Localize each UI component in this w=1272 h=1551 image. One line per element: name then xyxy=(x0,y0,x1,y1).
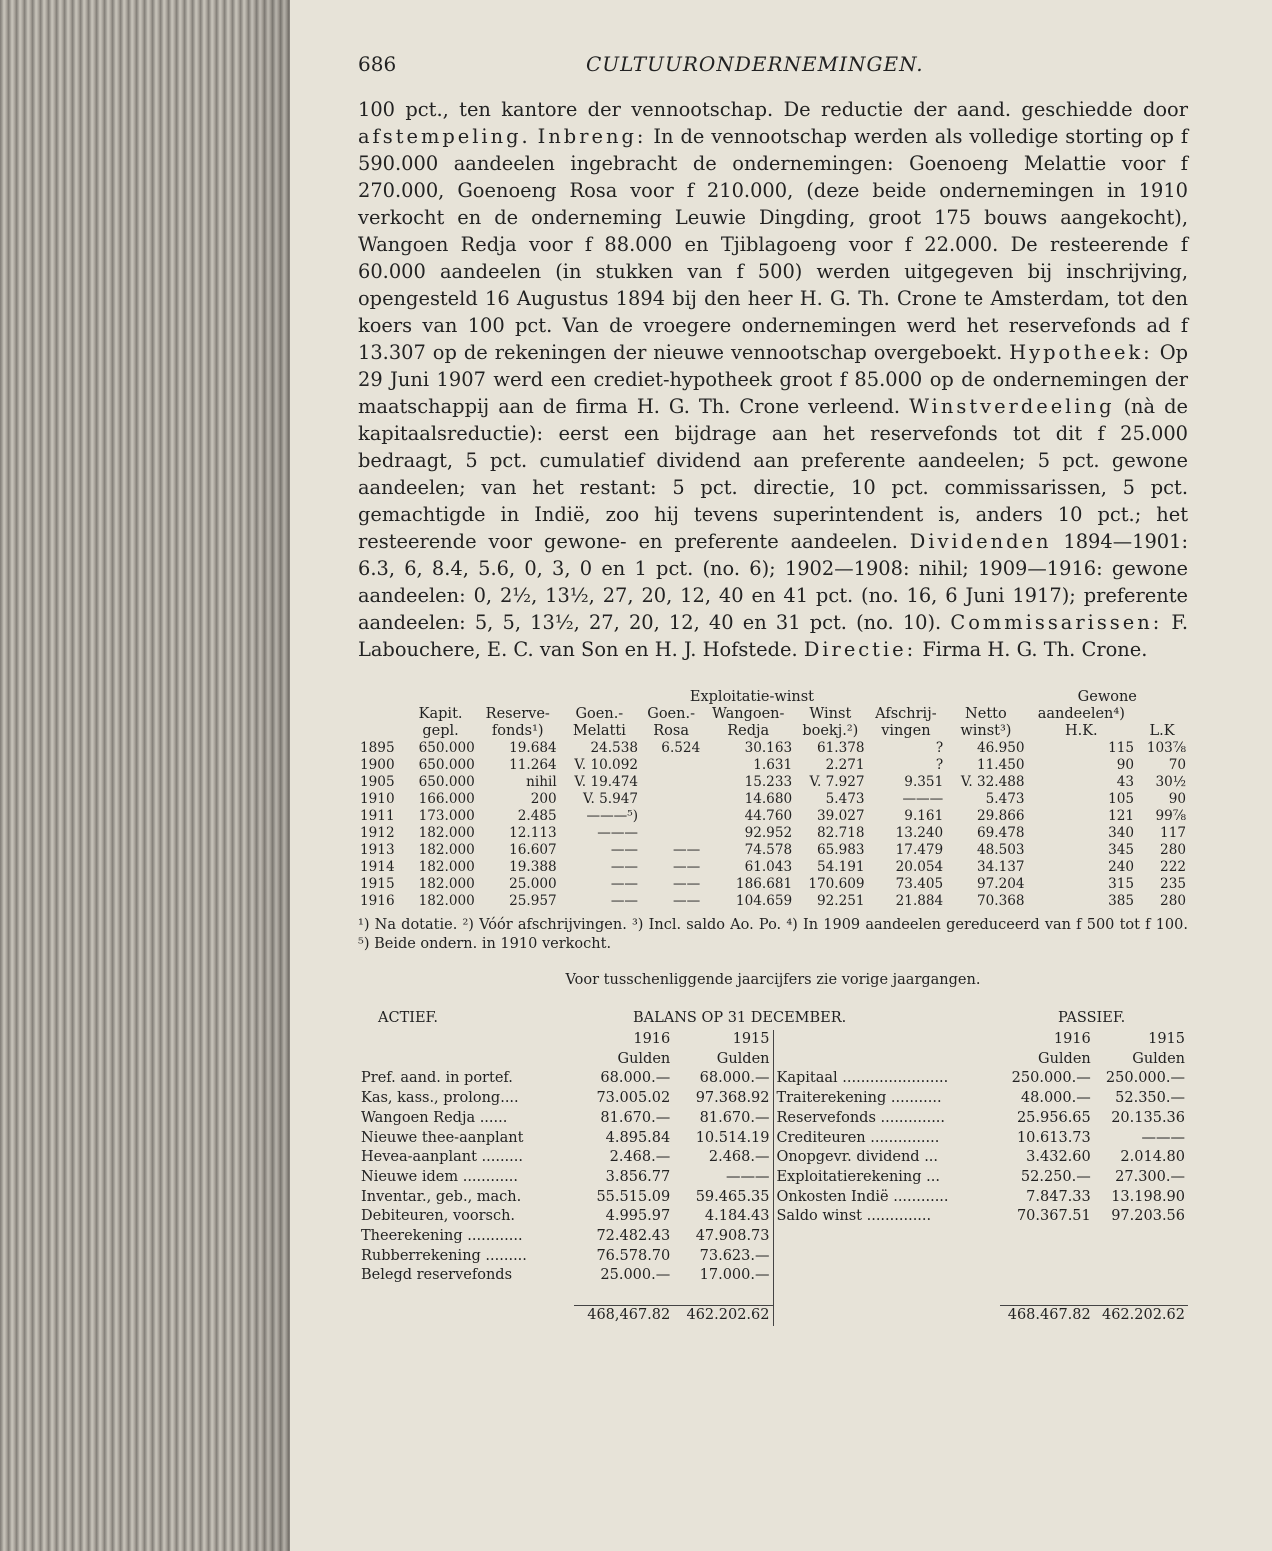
table-cell: 650.000 xyxy=(418,757,475,773)
actief-cell: Kas, kass., prolong.... xyxy=(361,1090,519,1107)
table-cell: 280 xyxy=(1160,842,1186,858)
actief-cell: 25.000.— xyxy=(600,1267,671,1284)
passief-cell: 27.300.— xyxy=(1115,1168,1185,1185)
table-cell: 1912 xyxy=(360,825,395,841)
table-cell: 54.191 xyxy=(816,859,865,875)
stats-header-row-2 xyxy=(358,723,1188,740)
stats-group-header xyxy=(358,689,1188,706)
actief-cell: 72.482.43 xyxy=(596,1228,671,1245)
page-content xyxy=(358,52,1188,1326)
actief-cell: 2.468.— xyxy=(708,1149,770,1166)
table-cell: 11.264 xyxy=(509,757,557,773)
passief-cell: 250.000.— xyxy=(1011,1070,1091,1087)
spacer-cell xyxy=(774,1227,1000,1247)
stats-header-cell: gepl. xyxy=(422,723,459,739)
actief-cell: Nieuwe idem ............ xyxy=(361,1168,519,1185)
table-cell: ? xyxy=(935,757,944,773)
passief-cell: 48.000.— xyxy=(1020,1090,1091,1107)
table-cell: 170.609 xyxy=(808,876,865,892)
passief-row xyxy=(774,1207,1189,1227)
table-cell: 1900 xyxy=(360,757,395,773)
table-cell: 2.271 xyxy=(825,757,865,773)
table-cell: 182.000 xyxy=(418,825,475,841)
table-cell: 9.161 xyxy=(904,808,944,824)
spacer-cell xyxy=(774,1247,1000,1267)
table-cell: 1914 xyxy=(360,859,395,875)
table-cell: 25.957 xyxy=(509,893,557,909)
balance-actief xyxy=(358,1030,774,1326)
passief-year-1916: 1916 xyxy=(1053,1031,1091,1047)
table-cell: 6.524 xyxy=(661,740,701,756)
table-cell: 182.000 xyxy=(418,876,475,892)
actief-cell: 3.856.77 xyxy=(605,1168,671,1185)
stats-header-cell xyxy=(358,723,404,740)
actief-cell: 4.184.43 xyxy=(704,1208,770,1225)
passief-gap-row xyxy=(774,1286,1189,1306)
passief-row xyxy=(774,1188,1189,1208)
table-cell: 340 xyxy=(1108,825,1135,841)
table-cell: —— xyxy=(610,859,639,875)
actief-cell: 68.000.— xyxy=(600,1070,671,1087)
actief-total-1915: 462.202.62 xyxy=(673,1306,772,1326)
passief-cell: Kapitaal ....................... xyxy=(776,1070,949,1087)
spacer-cell xyxy=(774,1266,1000,1286)
actief-unit-row xyxy=(358,1050,773,1070)
stats-header-cell: aandeelen⁴) xyxy=(1037,706,1125,722)
actief-cell: 76.578.70 xyxy=(596,1247,671,1264)
passief-row xyxy=(774,1109,1189,1129)
passief-row xyxy=(774,1148,1189,1168)
stats-header-cell: Melatti xyxy=(572,723,626,739)
table-cell: 69.478 xyxy=(976,825,1025,841)
passief-row xyxy=(774,1129,1189,1149)
table-cell: —— xyxy=(610,842,639,858)
spacer-cell xyxy=(774,1286,1000,1306)
table-cell xyxy=(640,757,702,774)
actief-row xyxy=(358,1207,773,1227)
table-cell: 43 xyxy=(1116,774,1135,790)
passief-cell: 13.198.90 xyxy=(1111,1188,1185,1205)
table-cell: 5.473 xyxy=(825,791,865,807)
passief-cell: Saldo winst .............. xyxy=(776,1208,932,1225)
table-cell: 90 xyxy=(1168,791,1186,807)
actief-row xyxy=(358,1227,773,1247)
table-cell: 11.450 xyxy=(976,757,1025,773)
table-cell: 280 xyxy=(1160,893,1186,909)
text-dividenden: 1894—1901: 6.3, 6, 8.4, 5.6, 0, 3, 0 en 1 pct. (no. 6); 1902—1908: nihil; 1909—1916: gewone aandeelen: 0, 2½, 13½, 27, 20, 12, 40 en 41 pct. (no. 16, 6 Juni 1917); preferente aandeelen: 5, 5, 13½, 27, 20, 12, 40 en 31 pct. (no. 10). xyxy=(358,530,1188,634)
table-cell: 1895 xyxy=(360,740,395,756)
table-cell: 20.054 xyxy=(895,859,944,875)
stats-header-cell: H.K. xyxy=(1064,723,1098,739)
balance-title: BALANS OP 31 DECEMBER. xyxy=(633,1010,847,1026)
table-cell: ——— xyxy=(597,825,639,841)
actief-cell: Debiteuren, voorsch. xyxy=(361,1208,516,1225)
actief-row xyxy=(358,1247,773,1267)
table-cell: 34.137 xyxy=(976,859,1025,875)
actief-year-1916: 1916 xyxy=(633,1031,671,1047)
stats-header-cell: fonds¹) xyxy=(491,723,544,739)
table-cell: 182.000 xyxy=(418,893,475,909)
table-cell: 13.240 xyxy=(895,825,944,841)
text-commissarissen: F. Labouchere, E. C. van Son en H. J. Hofstede. xyxy=(358,611,1189,661)
heading-inbreng: Inbreng: xyxy=(537,125,647,148)
table-row xyxy=(358,791,1188,808)
table-cell: —— xyxy=(610,876,639,892)
table-cell: 14.680 xyxy=(744,791,793,807)
passief-cell: 7.847.33 xyxy=(1026,1188,1091,1205)
table-cell: 166.000 xyxy=(418,791,475,807)
table-cell: 44.760 xyxy=(744,808,793,824)
passief-cell: Traiterekening ........... xyxy=(776,1090,942,1107)
table-cell: 315 xyxy=(1108,876,1135,892)
stats-header-cell: Redja xyxy=(727,723,770,739)
table-cell: 235 xyxy=(1160,876,1186,892)
page-number: 686 xyxy=(358,52,397,76)
table-cell: 19.684 xyxy=(509,740,557,756)
table-cell: 70.368 xyxy=(976,893,1025,909)
table-row xyxy=(358,757,1188,774)
actief-row xyxy=(358,1069,773,1089)
table-cell: 90 xyxy=(1116,757,1135,773)
group-header-exploitatie: Exploitatie-winst xyxy=(689,689,815,705)
heading-dividenden: Dividenden xyxy=(909,530,1052,553)
balance-sheet xyxy=(358,1010,1188,1326)
actief-total-row xyxy=(358,1306,773,1326)
running-header xyxy=(358,52,1188,92)
actief-cell: Rubberrekening ......... xyxy=(361,1247,527,1264)
table-row xyxy=(358,774,1188,791)
table-cell: 48.503 xyxy=(976,842,1025,858)
table-cell: 99⅞ xyxy=(1155,808,1186,824)
table-cell: ? xyxy=(935,740,944,756)
actief-year-row xyxy=(358,1030,773,1050)
actief-row xyxy=(358,1188,773,1208)
stats-header-cell: Goen.- xyxy=(647,706,695,722)
passief-cell: 3.432.60 xyxy=(1026,1149,1091,1166)
stats-header-row-1 xyxy=(358,706,1188,723)
actief-cell: 68.000.— xyxy=(699,1070,770,1087)
actief-cell: Inventar., geb., mach. xyxy=(361,1188,522,1205)
actief-row xyxy=(358,1266,773,1286)
passief-cell: 97.203.56 xyxy=(1111,1208,1185,1225)
table-cell: 12.113 xyxy=(509,825,557,841)
passief-cell: 10.613.73 xyxy=(1016,1129,1091,1146)
passief-cell: 70.367.51 xyxy=(1016,1208,1091,1225)
stats-note: Voor tusschenliggende jaarcijfers zie vorige jaargangen. xyxy=(565,972,981,988)
text-hypotheek: Op 29 Juni 1907 werd een crediet-hypotheek groot f 85.000 op de ondernemingen der maatschappij aan de firma H. G. Th. Crone verleend. xyxy=(358,341,1188,418)
table-cell: —— xyxy=(673,893,701,909)
table-cell: V. 7.927 xyxy=(809,774,865,790)
table-cell: 30½ xyxy=(1155,774,1186,790)
stats-header-cell xyxy=(1136,706,1188,723)
stats-header-cell: Goen.- xyxy=(575,706,624,722)
book-page-edges xyxy=(0,0,300,1551)
text-directie: Firma H. G. Th. Crone. xyxy=(922,638,1148,661)
table-cell xyxy=(640,774,702,791)
table-cell: 39.027 xyxy=(816,808,865,824)
passief-cell: Onopgevr. dividend ... xyxy=(776,1149,939,1166)
actief-cell: Hevea-aanplant ......... xyxy=(361,1149,523,1166)
actief-cell: 47.908.73 xyxy=(695,1228,770,1245)
table-cell: 1913 xyxy=(360,842,395,858)
table-cell xyxy=(640,808,702,825)
actief-unit-2: Gulden xyxy=(716,1050,770,1067)
passief-spacer-row xyxy=(774,1266,1189,1286)
passief-spacer-row xyxy=(774,1247,1189,1267)
table-cell: 1915 xyxy=(360,876,395,892)
table-cell: 73.405 xyxy=(895,876,944,892)
table-cell: 1905 xyxy=(360,774,395,790)
heading-afstempeling: afstempeling. xyxy=(358,125,531,148)
table-cell: 82.718 xyxy=(816,825,865,841)
passief-cell: 52.350.— xyxy=(1115,1090,1185,1107)
total-label xyxy=(358,1306,574,1326)
stats-header-cell: Afschrij- xyxy=(875,706,937,722)
actief-cell: Nieuwe thee-aanplant xyxy=(361,1129,524,1146)
actief-cell: 81.670.— xyxy=(600,1109,671,1126)
passief-cell: Onkosten Indië ............ xyxy=(776,1188,949,1205)
table-cell: 92.952 xyxy=(744,825,793,841)
passief-rows xyxy=(774,1030,1189,1326)
balance-passief-title: PASSIEF. xyxy=(1058,1010,1126,1026)
actief-row xyxy=(358,1148,773,1168)
stats-header-cell: Kapit. xyxy=(418,706,463,722)
table-cell: 25.000 xyxy=(509,876,557,892)
table-row xyxy=(358,825,1188,842)
table-cell: 121 xyxy=(1108,808,1135,824)
actief-row xyxy=(358,1089,773,1109)
stats-header-cell: winst³) xyxy=(960,723,1012,739)
actief-row xyxy=(358,1109,773,1129)
stats-header-cell: Netto xyxy=(965,706,1007,722)
table-cell: 650.000 xyxy=(418,774,475,790)
table-cell: 105 xyxy=(1108,791,1135,807)
company-description xyxy=(358,96,1188,663)
passief-total-1915: 462.202.62 xyxy=(1094,1306,1188,1326)
actief-cell: 97.368.92 xyxy=(695,1090,770,1107)
passief-year-1915: 1915 xyxy=(1148,1031,1185,1047)
table-cell: 17.479 xyxy=(895,842,944,858)
table-cell: —— xyxy=(673,876,701,892)
heading-winstverdeeling: Winstverdeeling xyxy=(909,395,1115,418)
passief-cell: 20.135.36 xyxy=(1111,1109,1185,1126)
table-cell: 1911 xyxy=(360,808,395,824)
balance-actief-title: ACTIEF. xyxy=(378,1010,438,1026)
balance-passief xyxy=(774,1030,1189,1326)
table-cell: 15.233 xyxy=(744,774,793,790)
passief-cell: Exploitatierekening ... xyxy=(776,1168,940,1185)
actief-cell: Theerekening ............ xyxy=(361,1228,523,1245)
text-inbreng: In de vennootschap werden als volledige storting op f 590.000 aandeelen ingebracht de ondernemingen: Goenoeng Melattie voor f 270.000, Goenoeng Rosa voor f 210.000, (deze beide ondernemingen in 1910 verkocht en de onderneming Leuwie Dingding, groot 175 bouws aangekocht), Wangoen Redja voor f 88.000 en Tjiblagoeng voor f 22.000. De resteerende f 60.000 aandeelen (in stukken van f 500) werden uitgegeven bij inschrijving, opengesteld 16 Augustus 1894 bij den heer H. G. Th. Crone te Amsterdam, tot den koers van 100 pct. Van de vroegere ondernemingen werd het reservefonds ad f 13.307 op de rekeningen der nieuwe vennootschap overgeboekt. xyxy=(358,125,1189,364)
table-cell: 30.163 xyxy=(744,740,793,756)
table-cell: 200 xyxy=(530,791,557,807)
table-row xyxy=(358,740,1188,757)
actief-rows xyxy=(358,1030,773,1326)
passief-total-row xyxy=(774,1306,1189,1326)
table-cell: 117 xyxy=(1160,825,1186,841)
book-page xyxy=(290,0,1272,1551)
table-cell: V. 5.947 xyxy=(583,791,639,807)
table-cell: V. 10.092 xyxy=(574,757,639,773)
table-row xyxy=(358,859,1188,876)
table-cell: 19.388 xyxy=(509,859,557,875)
table-cell: ———⁵) xyxy=(586,808,639,824)
actief-total-1916: 468,467.82 xyxy=(574,1306,673,1326)
table-cell: 104.659 xyxy=(735,893,793,909)
table-cell: 115 xyxy=(1108,740,1135,756)
balance-header xyxy=(358,1010,1188,1030)
page-title: CULTUURONDERNEMINGEN. xyxy=(586,52,924,76)
table-cell: 29.866 xyxy=(976,808,1025,824)
table-cell: 61.043 xyxy=(744,859,793,875)
table-cell: 74.578 xyxy=(744,842,793,858)
group-header-gewone: Gewone xyxy=(1077,689,1137,705)
passief-cell: ——— xyxy=(1141,1129,1185,1146)
spacer-cell xyxy=(358,1286,574,1306)
table-cell: 1916 xyxy=(360,893,395,909)
stats-header-cell xyxy=(358,706,404,723)
passief-cell: 25.956.65 xyxy=(1016,1109,1091,1126)
balance-grid xyxy=(358,1030,1188,1326)
stats-header-cell: vingen xyxy=(881,723,931,739)
table-row xyxy=(358,876,1188,893)
stats-header-cell: L.K xyxy=(1149,723,1175,739)
actief-cell: 17.000.— xyxy=(699,1267,770,1284)
heading-commissarissen: Commissarissen: xyxy=(950,611,1163,634)
table-cell: 46.950 xyxy=(976,740,1025,756)
table-cell: 103⅞ xyxy=(1146,740,1186,756)
statistics-table xyxy=(358,689,1188,910)
table-cell: —— xyxy=(673,859,701,875)
stats-header-cell: Reserve- xyxy=(485,706,550,722)
actief-cell: Pref. aand. in portef. xyxy=(361,1070,513,1087)
actief-cell: 55.515.09 xyxy=(596,1188,671,1205)
passief-row xyxy=(774,1069,1189,1089)
actief-unit-1: Gulden xyxy=(617,1050,671,1067)
passief-unit-2: Gulden xyxy=(1132,1050,1185,1067)
table-cell: 240 xyxy=(1108,859,1135,875)
table-cell: 173.000 xyxy=(418,808,475,824)
actief-cell: ——— xyxy=(726,1168,770,1185)
text-reductie: 100 pct., ten kantore der vennootschap. De reductie der aand. geschiedde door xyxy=(358,98,1188,121)
stats-header-cell: Rosa xyxy=(653,723,689,739)
passief-cell: Crediteuren ............... xyxy=(776,1129,940,1146)
table-cell: 61.378 xyxy=(816,740,865,756)
table-cell: 1910 xyxy=(360,791,395,807)
table-cell: 1.631 xyxy=(753,757,793,773)
actief-cell: 73.623.— xyxy=(699,1247,770,1264)
stats-header-cell: Wangoen- xyxy=(711,706,785,722)
table-cell: V. 19.474 xyxy=(574,774,639,790)
stats-body xyxy=(358,740,1188,910)
table-cell: 92.251 xyxy=(816,893,865,909)
table-cell: 16.607 xyxy=(509,842,557,858)
table-cell: 9.351 xyxy=(904,774,944,790)
actief-year-1915: 1915 xyxy=(732,1031,770,1047)
text-winstverdeeling: (nà de kapitaalsreductie): eerst een bijdrage aan het reservefonds tot dit f 25.000 bedraagt, 5 pct. cumulatief dividend aan preferente aandeelen; 5 pct. gewone aandeelen; van het restant: 5 pct. directie, 10 pct. commissarissen, 5 pct. gemachtigde in Indië, zoo hij tevens superintendent is, anders 10 pct.; het resteerende voor gewone- en preferente aandeelen. xyxy=(358,395,1188,553)
actief-cell: 59.465.35 xyxy=(695,1188,770,1205)
stats-header-cell: boekj.²) xyxy=(802,723,859,739)
table-cell: 186.681 xyxy=(735,876,793,892)
actief-cell: Wangoen Redja ...... xyxy=(361,1109,508,1126)
table-cell: nihil xyxy=(526,774,557,790)
actief-cell: 4.995.97 xyxy=(605,1208,671,1225)
passief-cell: 250.000.— xyxy=(1105,1070,1185,1087)
actief-cell: 73.005.02 xyxy=(596,1090,671,1107)
table-cell: 385 xyxy=(1108,893,1135,909)
passief-cell: 52.250.— xyxy=(1020,1168,1091,1185)
table-cell: 65.983 xyxy=(816,842,865,858)
table-cell: 2.485 xyxy=(517,808,557,824)
passief-spacer-row xyxy=(774,1227,1189,1247)
table-cell: 21.884 xyxy=(895,893,944,909)
table-cell: V. 32.488 xyxy=(960,774,1025,790)
passief-row xyxy=(774,1089,1189,1109)
table-cell xyxy=(640,791,702,808)
actief-cell: 81.670.— xyxy=(699,1109,770,1126)
table-row xyxy=(358,842,1188,859)
actief-cell: 10.514.19 xyxy=(695,1129,770,1146)
table-row xyxy=(358,893,1188,910)
stats-footnotes: ¹) Na dotatie. ²) Vóór afschrijvingen. ³) Incl. saldo Ao. Po. ⁴) In 1909 aandeelen gereduceerd van f 500 tot f 100. ⁵) Beide ondern. in 1910 verkocht. xyxy=(358,917,1188,952)
table-cell: ——— xyxy=(902,791,944,807)
table-cell: 182.000 xyxy=(418,859,475,875)
passief-cell: Reservefonds .............. xyxy=(776,1109,946,1126)
passief-row xyxy=(774,1168,1189,1188)
actief-cell: 4.895.84 xyxy=(605,1129,671,1146)
table-cell: 222 xyxy=(1160,859,1186,875)
table-cell: —— xyxy=(610,893,639,909)
table-cell: 70 xyxy=(1168,757,1186,773)
passief-year-row xyxy=(774,1030,1189,1050)
heading-hypotheek: Hypotheek: xyxy=(1009,341,1153,364)
table-cell: —— xyxy=(673,842,701,858)
actief-gap-row xyxy=(358,1286,773,1306)
actief-row xyxy=(358,1168,773,1188)
passief-unit-1: Gulden xyxy=(1037,1050,1091,1067)
table-cell: 650.000 xyxy=(418,740,475,756)
actief-cell: Belegd reservefonds xyxy=(361,1267,513,1284)
passief-unit-row xyxy=(774,1050,1189,1070)
table-cell xyxy=(640,825,702,842)
table-row xyxy=(358,808,1188,825)
heading-directie: Directie: xyxy=(803,638,917,661)
table-cell: 5.473 xyxy=(985,791,1025,807)
passief-total-1916: 468.467.82 xyxy=(1000,1306,1094,1326)
table-cell: 24.538 xyxy=(590,740,639,756)
actief-cell: 2.468.— xyxy=(609,1149,671,1166)
actief-row xyxy=(358,1129,773,1149)
stats-header-cell: Winst xyxy=(809,706,852,722)
table-cell: 345 xyxy=(1108,842,1135,858)
table-cell: 182.000 xyxy=(418,842,475,858)
total-label xyxy=(774,1306,1000,1326)
passief-cell: 2.014.80 xyxy=(1120,1149,1185,1166)
table-cell: 97.204 xyxy=(976,876,1025,892)
